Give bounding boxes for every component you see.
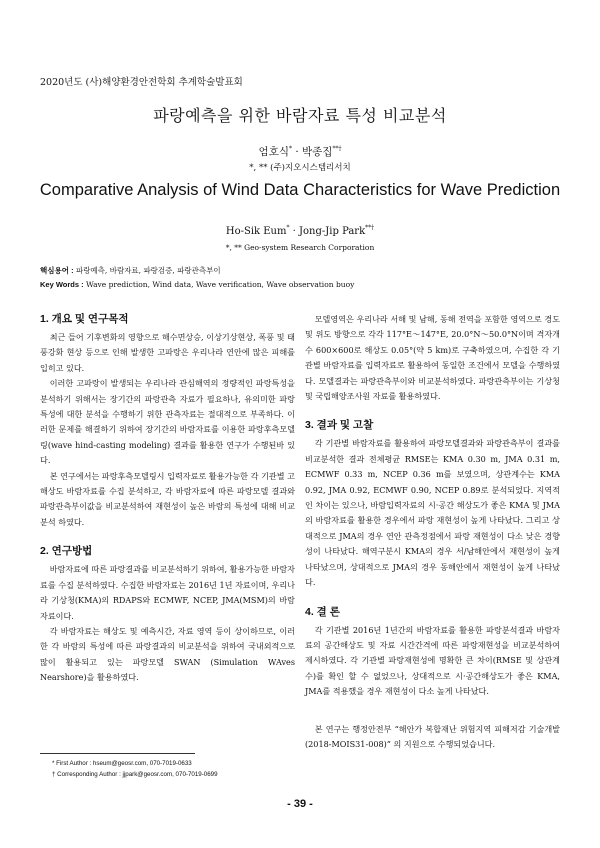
section-3-heading: 3. 결과 및 고찰 [305, 419, 374, 432]
author-2-mark-en: **† [365, 224, 375, 232]
section-2-paragraph: 각 바람자료는 해상도 및 예측시간, 자료 영역 등이 상이하므로, 이러한 각 바람의 특성에 따른 파랑결과의 비교분석을 위하여 국내외적으로 많이 활용되고 있는 파랑모델 SWAN (Simulation WAves Nearshore)을 활용하였다. [40, 625, 295, 683]
section-4-paragraph: 각 기관별 2016년 1년간의 바람자료를 활용한 파랑분석결과 바람자료의 공간해상도 및 자료 시간간격에 따른 파랑재현성을 비교분석하여 제시하였다. 각 기관별 파랑재현성에 명확한 큰 차이(RMSE 및 상관계수)를 확인 할 수 없었으나, 상대적으로 시·공간해상도가 좋은 KMA, JMA를 적용했을 경우 재현성이 다소 높게 나타났다. [305, 624, 560, 697]
section-3-paragraph: 각 기관별 바람자료를 활용하여 파랑모델결과와 파랑관측부이 결과를 비교분석한 결과 전체평균 RMSE는 KMA 0.30 m, JMA 0.31 m, ECMWF 0.33 m, NCEP 0.36 m를 보였으며, 상관계수는 KMA 0.92, JMA 0.92, ECMWF 0.90, NCEP 0.89로 분석되었다. 지역적인 차이는 있으나, 바람입력자료의 시·공간 해상도가 좋은 KMA 및 JMA의 바람자료를 활용한 경우에서 파랑 재현성이 높게 나타났다. 그리고 상대적으로 JMA의 경우 연안 관측정점에서 파랑 재현성이 다소 낮은 경향성이 나타났다. 해역구분시 KMA의 경우 서/남해안에서 재현성이 높게 나타났으며, 상대적으로 JMA의 경우 동해안에서 재현성이 높게 나타났다. [305, 438, 560, 588]
keywords-english [40, 279, 354, 290]
footnotes [52, 758, 218, 780]
page-number: - 39 - [287, 798, 313, 810]
section-1-heading: 1. 개요 및 연구목적 [40, 313, 129, 325]
title-korean: 파랑예측을 위한 바람자료 특성 비교분석 [153, 106, 447, 125]
conference-header: 2020년도 (사)해양환경안전학회 추계학술발표회 [40, 77, 243, 88]
footnote-rule [40, 753, 195, 754]
section-2-paragraph: 모델영역은 우리나라 서해 및 남해, 동해 전역을 포함한 영역으로 경도 및 위도 방향으로 각각 117°E～147°E, 20.0°N～50.0°N이며 격자개수 600×600로 해상도 0.05°(약 5 km)로 구축하였으며, 수집한 각 기관별 바람자료를 입력자료로 활용하여 동일한 조건에서 모델을 수행하였다. 모델결과는 파랑관측부이와 비교분석하였다. 파랑관측부이는 기상청 및 국립해양조사원 자료를 활용하였다. [305, 314, 560, 402]
authors-korean [0, 144, 600, 159]
author-2-mark: **† [332, 145, 342, 153]
section-1-paragraph: 최근 들어 기후변화의 영향으로 해수면상승, 이상기상현상, 폭풍 및 태풍강화 현상 등으로 인해 발생한 고파랑은 우리나라 연안에 많은 피해를 입히고 있다. [40, 332, 295, 373]
author-1-name-en: Ho-Sik Eum [225, 226, 287, 237]
author-separator: · [291, 146, 302, 158]
acknowledgement: 본 연구는 행정안전부 “해안가 복합재난 위험지역 피해저감 기술개발 (2018-MOIS31-008)” 의 지원으로 수행되었습니다. [305, 723, 560, 749]
author-2-name-en: Jong-Jip Park [299, 226, 366, 237]
authors-english [0, 226, 600, 237]
affiliation-korean: *, ** (주)지오시스템리서치 [249, 163, 351, 173]
right-column [305, 312, 560, 752]
section-2-heading: 2. 연구방법 [40, 545, 93, 558]
keywords-english-label: Key Words : [40, 280, 84, 289]
author-1-name: 엄호식 [258, 146, 289, 158]
left-column [40, 312, 295, 686]
affiliation-english: *, ** Geo-system Research Corporation [225, 243, 375, 252]
section-2-paragraph: 바람자료에 따른 파랑결과를 비교분석하기 위하여, 활용가능한 바람자료를 수집 분석하였다. 수집한 바람자료는 2016년 1년 자료이며, 우리나라 기상청(KMA)의 RDAPS와 ECMWF, NCEP, JMA(MSM)의 바람자료이다. [40, 564, 295, 621]
author-separator-en: · [289, 226, 300, 237]
keywords-korean [40, 265, 221, 276]
footnote-first-author: * First Author : hseum@geosr.com, 070-7019-0633 [52, 760, 192, 767]
section-4-heading: 4. 결 론 [305, 605, 340, 618]
author-2-name: 박종집 [302, 146, 333, 158]
footnote-corresponding-author: † Corresponding Author : jjpark@geosr.com, 070-7019-0699 [52, 771, 218, 778]
keywords-english-text: Wave prediction, Wind data, Wave verification, Wave observation buoy [83, 280, 355, 289]
section-1-paragraph: 본 연구에서는 파랑후측모델링시 입력자료로 활용가능한 각 기관별 고해상도 바람자료를 수집 분석하고, 각 바람자료에 따른 파랑모델 결과와 파랑관측부이값을 비교분석하여 재현성이 높은 바람의 특성에 대해 비교분석 하였다. [40, 470, 295, 527]
author-1-mark: * [288, 145, 292, 153]
keywords-korean-text: 파랑예측, 바람자료, 파랑검증, 파랑관측부이 [73, 266, 221, 275]
author-1-mark-en: * [286, 224, 290, 232]
title-english: Comparative Analysis of Wind Data Characteristics for Wave Prediction [39, 181, 561, 199]
section-1-paragraph: 이러한 고파랑이 발생되는 우리나라 관심해역의 정량적인 파랑특성을 분석하기 위해서는 장기간의 파랑관측 자료가 필요하나, 유의미한 파랑특성에 대한 분석을 수행하기 위한 관측자료는 절대적으로 부족하다. 이러한 문제를 해결하기 위하여 장기간의 바람자료를 이용한 파랑후측모델링(wave hind-casting modeling) 결과를 활용한 연구가 수행된바 있다. [40, 378, 295, 466]
keywords-korean-label: 핵심용어 : [40, 266, 74, 275]
